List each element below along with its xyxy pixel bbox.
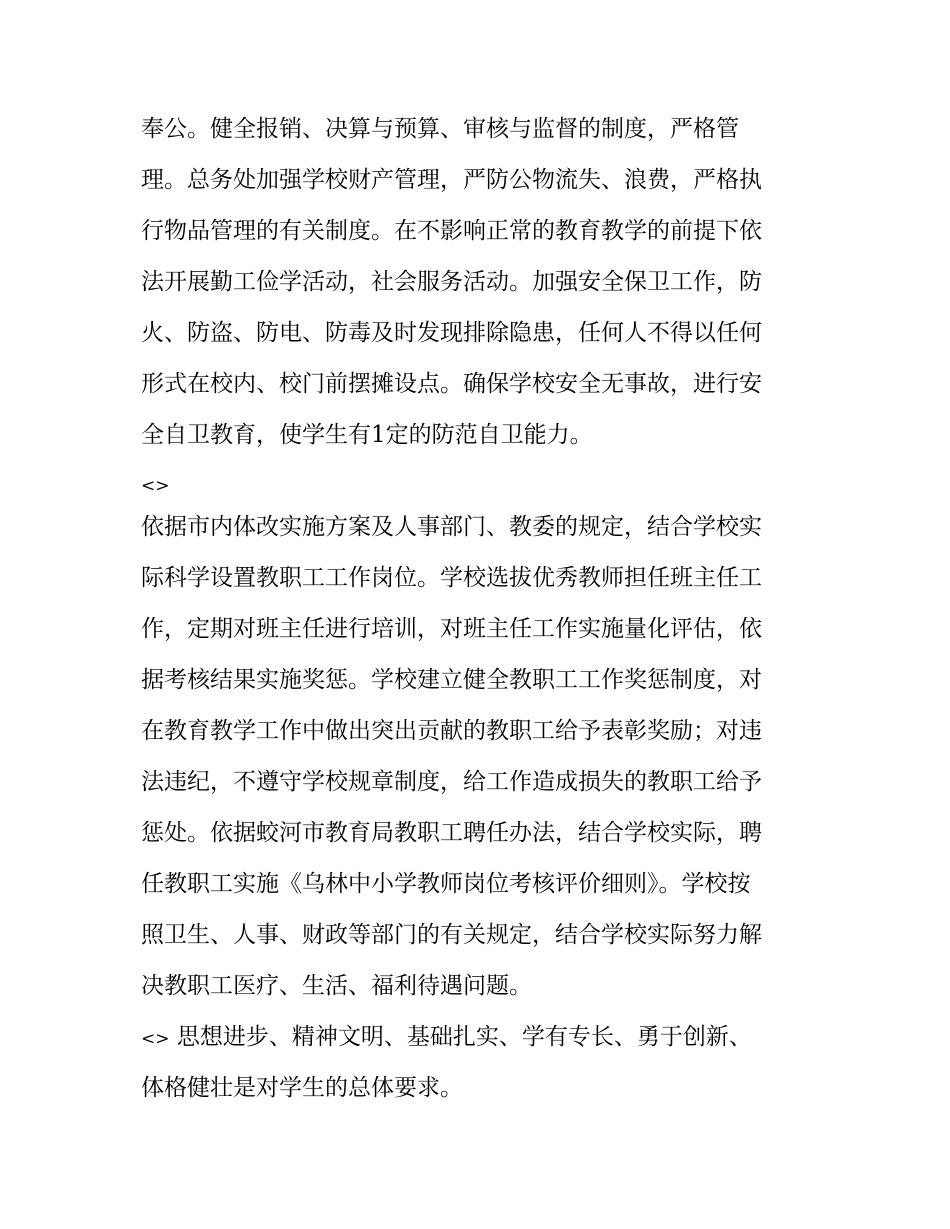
text-fragment: 思想进步、精神文明、基础扎实、学有专长、勇于创新、 bbox=[176, 1024, 752, 1050]
text-line: 作，定期对班主任进行培训，对班主任工作实施量化评估，依 bbox=[141, 616, 762, 642]
paragraph-staff-management bbox=[141, 502, 813, 1114]
text-line: 行物品管理的有关制度。在不影响正常的教育教学的前提下依 bbox=[141, 218, 762, 244]
text-line: 奉公。健全报销、决算与预算、审核与监督的制度，严格管 bbox=[141, 116, 739, 142]
text-line: 依据市内体改实施方案及人事部门、教委的规定，结合学校实 bbox=[141, 514, 762, 540]
text-line: 在教育教学工作中做出突出贡献的教职工给予表彰奖励；对违 bbox=[141, 718, 762, 744]
text-line: 形式在校内、校门前摆摊设点。确保学校安全无事故，进行安 bbox=[141, 371, 762, 397]
text-line: 法违纪，不遵守学校规章制度，给工作造成损失的教职工给予 bbox=[141, 769, 762, 795]
text-line: 照卫生、人事、财政等部门的有关规定，结合学校实际努力解 bbox=[141, 922, 762, 948]
text-line: 火、防盗、防电、防毒及时发现排除隐患，任何人不得以任何 bbox=[141, 320, 762, 346]
section-marker: <> bbox=[141, 476, 170, 496]
text-line: 理。总务处加强学校财产管理，严防公物流失、浪费，严格执 bbox=[141, 167, 762, 193]
text-line: 决教职工医疗、生活、福利待遇问题。 bbox=[141, 973, 532, 999]
paragraph-finance-safety bbox=[141, 104, 813, 512]
paragraph-student-requirements bbox=[141, 1012, 813, 1063]
text-line: 法开展勤工俭学活动，社会服务活动。加强安全保卫工作，防 bbox=[141, 269, 762, 295]
section-marker: <> bbox=[141, 1029, 170, 1049]
text-line: 任教职工实施《乌林中小学教师岗位考核评价细则》。学校按 bbox=[141, 871, 751, 897]
text-line: 全自卫教育，使学生有1定的防范自卫能力。 bbox=[141, 422, 593, 448]
text-line: 际科学设置教职工工作岗位。学校选拔优秀教师担任班主任工 bbox=[141, 565, 762, 591]
text-line: 体格健壮是对学生的总体要求。 bbox=[141, 1075, 463, 1101]
text-line: 据考核结果实施奖惩。学校建立健全教职工工作奖惩制度，对 bbox=[141, 667, 762, 693]
text-line: 惩处。依据蛟河市教育局教职工聘任办法，结合学校实际，聘 bbox=[141, 820, 762, 846]
